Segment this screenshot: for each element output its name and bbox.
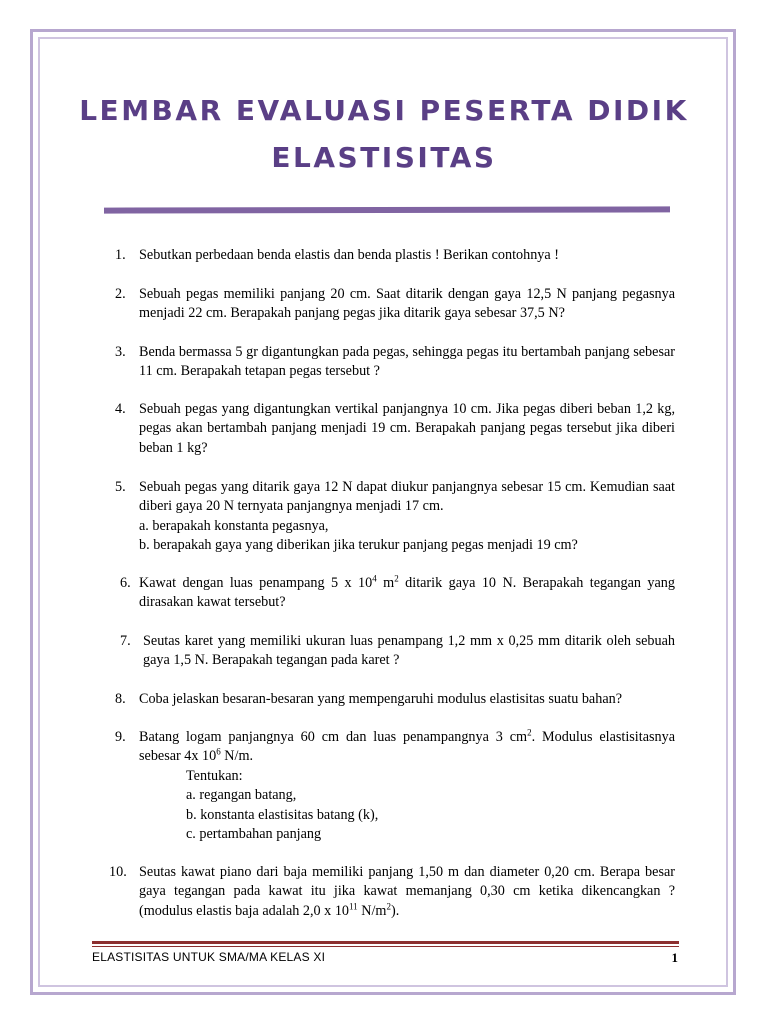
question-number: 7. <box>120 633 131 649</box>
sub-item-a: a. berapakah konstanta pegasnya, <box>139 517 329 534</box>
sub-item-a: a. regangan batang, <box>186 787 297 804</box>
tentukan-label: Tentukan: <box>186 767 243 784</box>
title-line-2: ELASTISITAS <box>271 141 497 174</box>
sub-item-c: c. pertambahan panjang <box>186 826 322 843</box>
question-text: Benda bermassa 5 gr digantungkan pada pegas, sehingga pegas itu bertambah panjang sebesar 11 cm. Berapakah tetapan pegas tersebut ? <box>139 344 675 380</box>
question-text: Kawat dengan luas penampang 5 x $10^4$ $m^2$ ditarik gaya 10 N. Berapakah tegangan yang dirasakan kawat tersebut? <box>139 573 675 611</box>
question-number: 6. <box>120 575 131 591</box>
question-text: Sebuah pegas yang ditarik gaya 12 N dapat diukur panjangnya sebesar 15 cm. Kemudian saat diberi gaya 20 N ternyata panjangnya menjadi 17 cm. <box>139 479 675 515</box>
footer-rule-thick <box>92 941 679 944</box>
title-divider <box>104 206 670 213</box>
question-number: 2. <box>115 286 126 302</box>
question-text: Sebuah pegas memiliki panjang 20 cm. Saat ditarik dengan gaya 12,5 N panjang pegasnya menjadi 22 cm. Berapakah panjang pegas jika ditarik gaya sebesar 37,5 N? <box>139 286 675 322</box>
sub-item-b: b. berapakah gaya yang diberikan jika terukur panjang pegas menjadi 19 cm? <box>139 537 578 554</box>
question-text: Seutas kawat piano dari baja memiliki panjang 1,50 m dan diameter 0,20 cm. Berapa besar gaya tegangan pada kawat itu jika kawat memanjang 0,30 cm ketika dikencangkan ? (modulus elastis baja adalah 2,0 x $10^{11}$ $N/m^2$). <box>139 864 675 919</box>
question-text: Seutas karet yang memiliki ukuran luas penampang 1,2 mm x 0,25 mm ditarik oleh sebuah gaya 1,5 N. Berapakah tegangan pada karet ? <box>143 633 675 669</box>
question-number: 9. <box>115 729 126 745</box>
title-line-1: LEMBAR EVALUASI PESERTA DIDIK <box>79 94 689 127</box>
question-text: Coba jelaskan besaran-besaran yang mempengaruhi modulus elastisitas suatu bahan? <box>139 691 623 707</box>
page-number: 1 <box>671 950 678 965</box>
sub-item-b: b. konstanta elastisitas batang (k), <box>186 806 379 823</box>
question-number: 3. <box>115 344 126 360</box>
question-number: 4. <box>115 401 126 417</box>
question-text: Sebuah pegas yang digantungkan vertikal panjangnya 10 cm. Jika pegas diberi beban 1,2 kg, pegas akan bertambah panjang menjadi 19 cm. Berapakah panjang pegas tersebut jika diberi beban 1 kg? <box>139 401 675 456</box>
footer-course-label: ELASTISITAS UNTUK SMA/MA KELAS XI <box>92 950 326 964</box>
question-number: 5. <box>115 479 126 495</box>
question-text: Sebutkan perbedaan benda elastis dan benda plastis ! Berikan contohnya ! <box>139 247 559 263</box>
question-number: 8. <box>115 691 126 707</box>
question-text: Batang logam panjangnya 60 cm dan luas penampangnya 3 $cm^2$. Modulus elastisitasnya sebesar 4x $10^6$ N/m. <box>139 727 675 765</box>
footer-rule-thin <box>92 946 679 947</box>
question-number: 10. <box>109 864 127 880</box>
question-number: 1. <box>115 247 126 263</box>
